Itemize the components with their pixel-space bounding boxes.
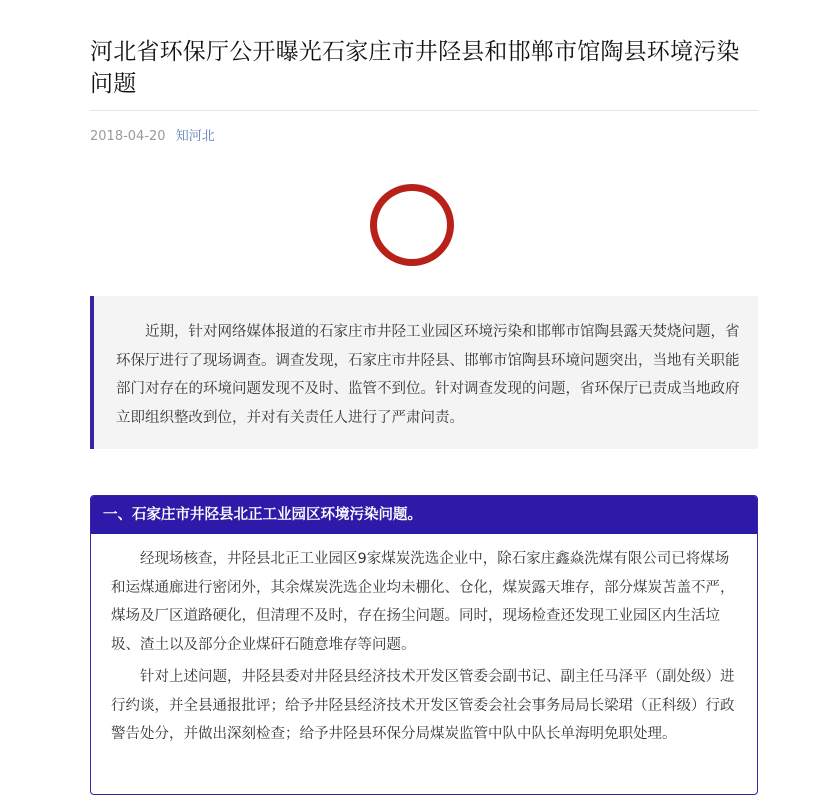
publish-date: 2018-04-20 xyxy=(90,129,166,144)
article xyxy=(90,0,758,742)
section-1-paragraph: 经现场核查，井陉县北正工业园区9家煤炭洗选企业中，除石家庄鑫焱洗煤有限公司已将煤场和运煤通廊进行密闭外，其余煤炭洗选企业均未棚化、仓化，煤炭露天堆存，部分煤炭苫盖不严，煤场及厂区道路硬化，但清理不及时，存在扬尘问题。同时，现场检查还发现工业园区内生活垃圾、渣土以及部分企业煤矸石随意堆存等问题。 xyxy=(111,551,735,653)
section-1-body xyxy=(91,534,757,749)
section-1-heading: 一、石家庄市井陉县北正工业园区环境污染问题。 xyxy=(91,496,757,534)
article-meta xyxy=(90,128,758,146)
section-1 xyxy=(90,495,758,795)
circle-ring-icon xyxy=(370,184,454,266)
intro-block: 近期，针对网络媒体报道的石家庄市井陉工业园区环境污染和邯郸市馆陶县露天焚烧问题，省环保厅进行了现场调查。调查发现，石家庄市井陉县、邯郸市馆陶县环境问题突出，当地有关职能部门对存在的环境问题发现不及时、监管不到位。针对调查发现的问题，省环保厅已责成当地政府立即组织整改到位，并对有关责任人进行了严肃问责。 xyxy=(90,296,758,449)
section-1-paragraph: 针对上述问题，井陉县委对井陉县经济技术开发区管委会副书记、副主任马泽平（副处级）进行约谈，并全县通报批评；给予井陉县经济技术开发区管委会社会事务局局长梁珺（正科级）行政警告处分，并做出深刻检查；给予井陉县环保分局煤炭监管中队中队长单海明免职处理。 xyxy=(111,669,735,742)
decorative-ring-area xyxy=(90,174,758,294)
source-link[interactable]: 知河北 xyxy=(175,129,215,144)
title-divider xyxy=(90,110,758,111)
article-title: 河北省环保厅公开曝光石家庄市井陉县和邯郸市馆陶县环境污染问题 xyxy=(90,39,740,97)
